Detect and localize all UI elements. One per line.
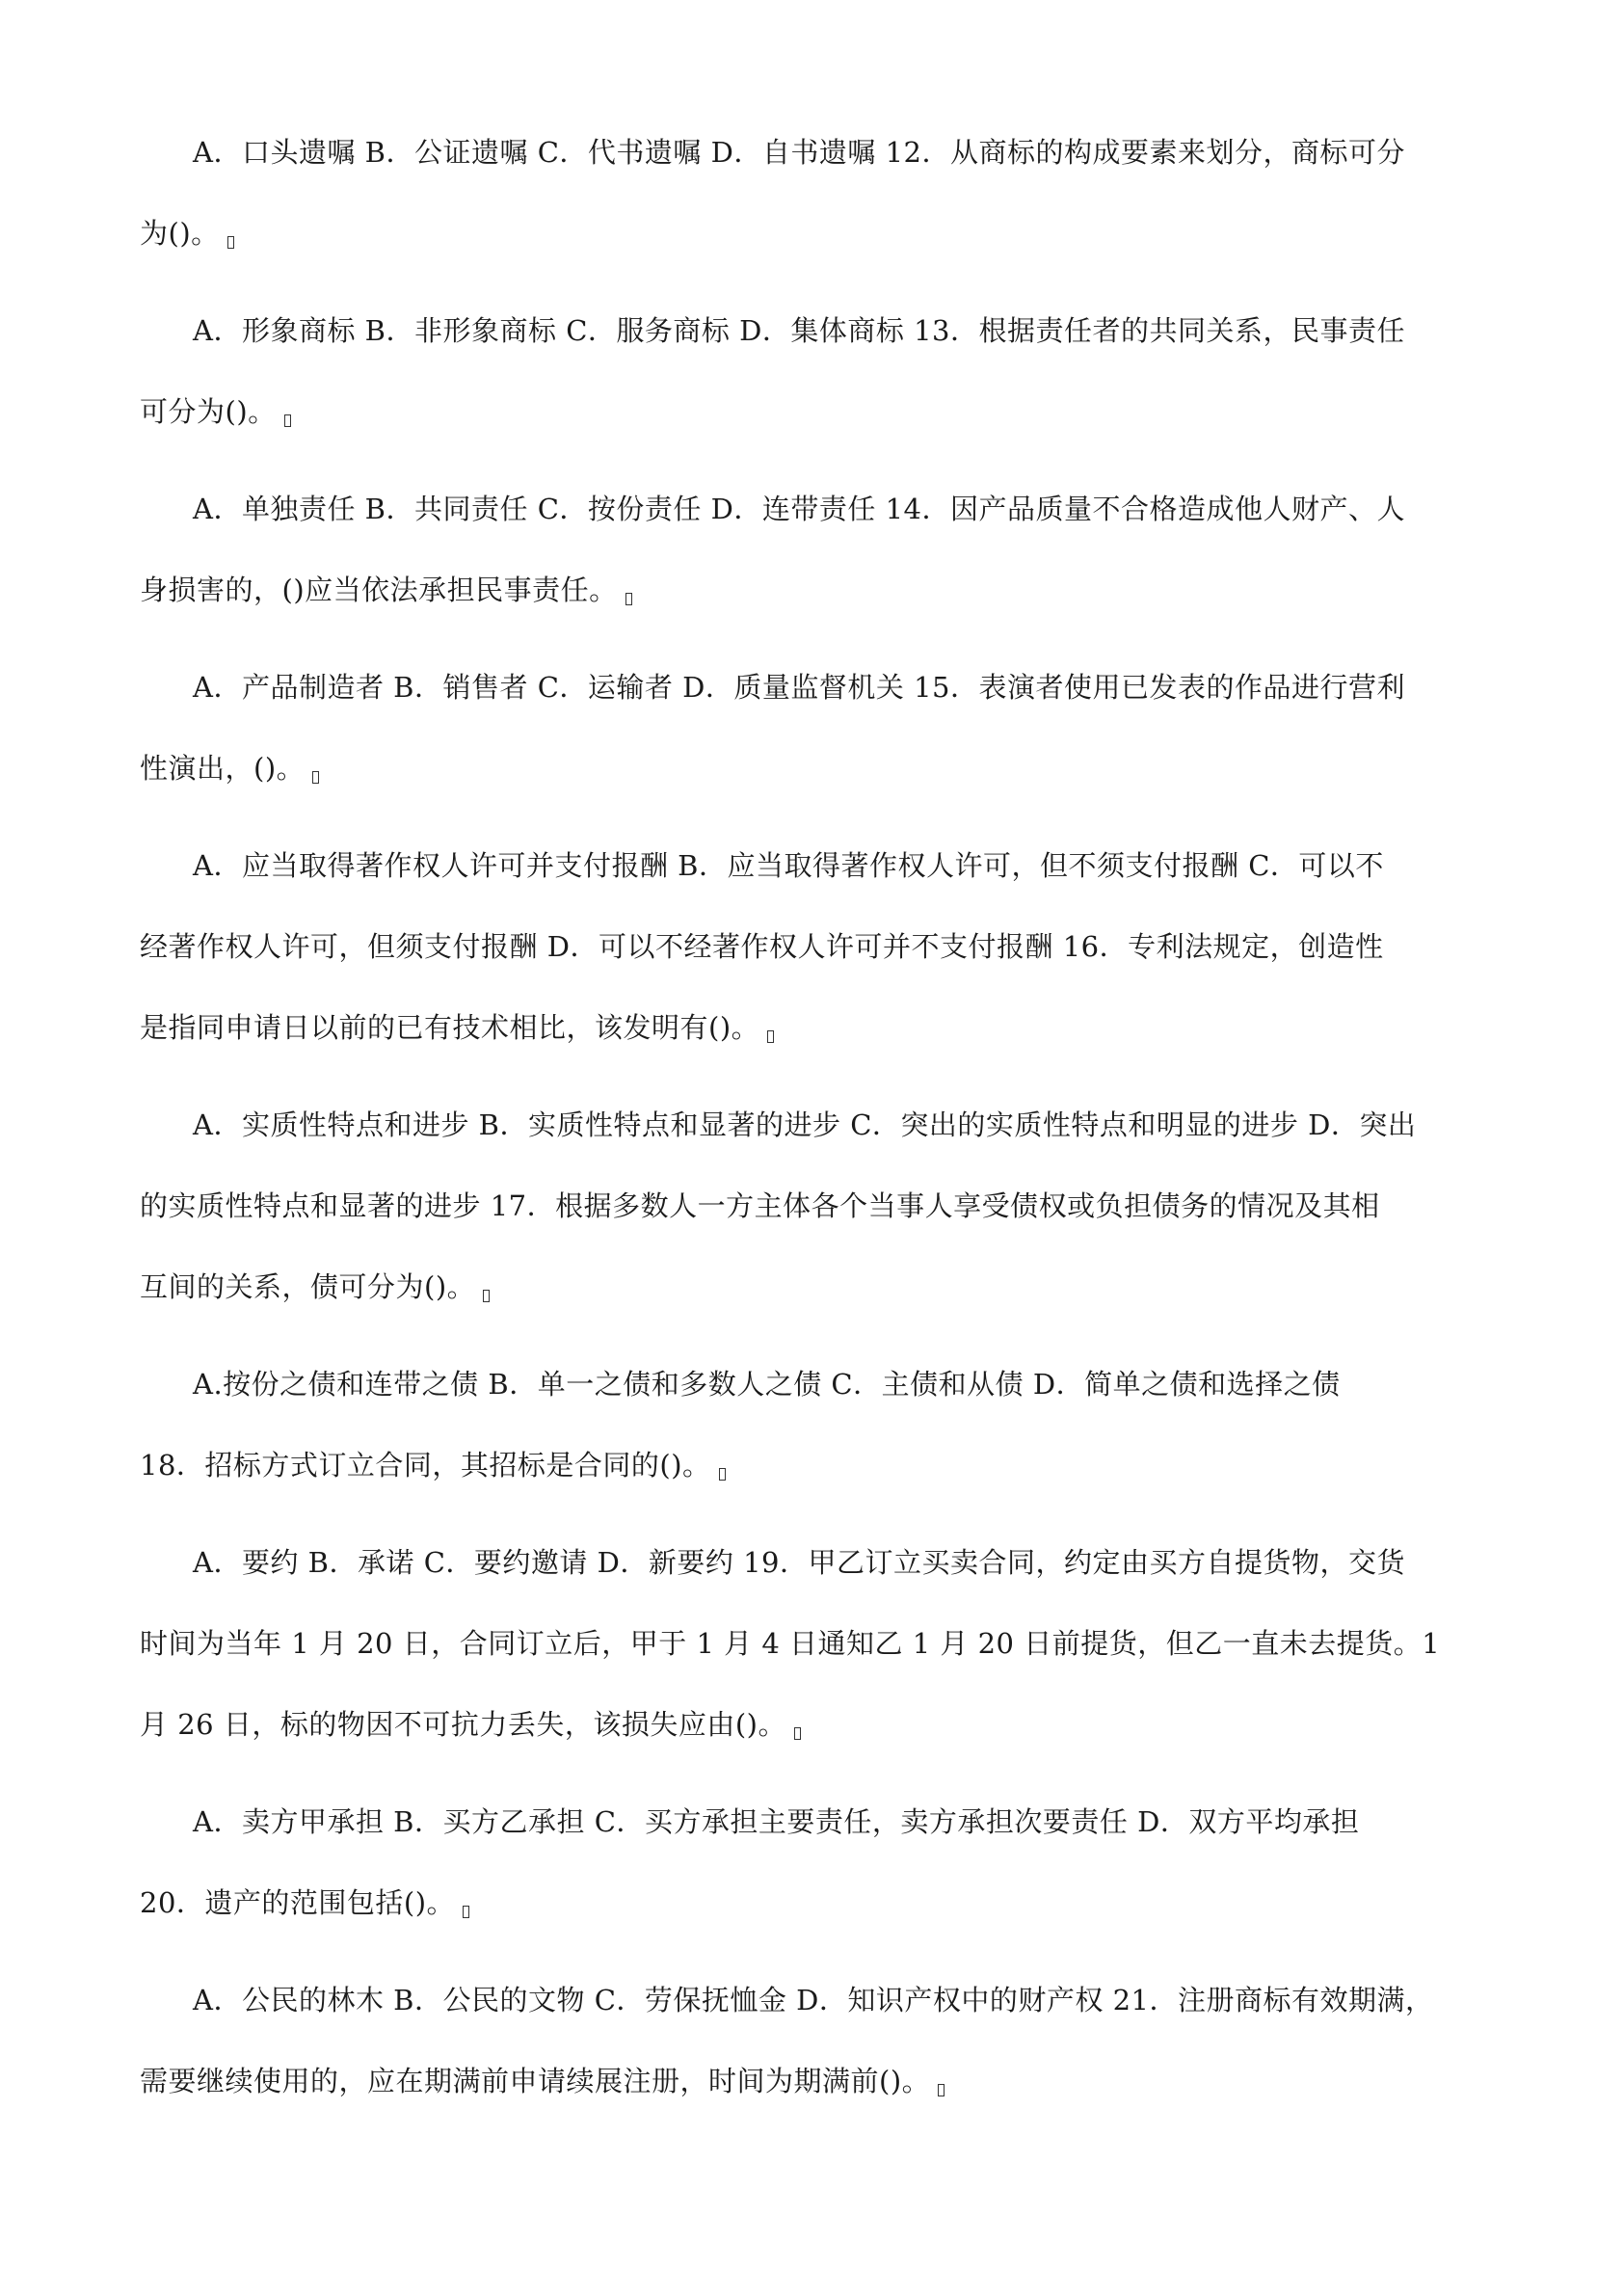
line-text: 身损害的，()应当依法承担民事责任。	[140, 574, 618, 606]
line-text: A．卖方甲承担 B．买方乙承担 C．买方承担主要责任，卖方承担次要责任 D．双方平均承担	[193, 1805, 1360, 1838]
missing-glyph-icon	[284, 414, 291, 427]
line-text: 18．招标方式订立合同，其招标是合同的()。	[140, 1449, 711, 1482]
line-text: 可分为()。	[140, 395, 277, 428]
line-text: 是指同申请日以前的已有技术相比，该发明有()。	[140, 1011, 760, 1044]
line-text: 时间为当年 1 月 20 日，合同订立后，甲于 1 月 4 日通知乙 1 月 20 日前提货，但乙一直未去提货。1	[140, 1627, 1441, 1660]
text-line	[140, 1008, 1508, 1047]
line-text: A．产品制造者 B．销售者 C．运输者 D．质量监督机关 15．表演者使用已发表的作品进行营利	[193, 671, 1405, 704]
line-text: 为()。	[140, 217, 220, 250]
line-text: 性演出，()。	[140, 752, 306, 785]
text-line	[193, 668, 1561, 707]
missing-glyph-icon	[719, 1468, 726, 1481]
missing-glyph-icon	[227, 236, 234, 249]
line-text: A．要约 B．承诺 C．要约邀请 D．新要约 19．甲乙订立买卖合同，约定由买方自提货物，交货	[193, 1546, 1405, 1579]
text-line	[140, 1446, 1508, 1484]
text-line	[193, 1802, 1561, 1841]
missing-glyph-icon	[483, 1290, 490, 1302]
line-text: A．形象商标 B．非形象商标 C．服务商标 D．集体商标 13．根据责任者的共同关系，民事责任	[193, 314, 1405, 347]
missing-glyph-icon	[312, 771, 319, 784]
missing-glyph-icon	[463, 1906, 469, 1918]
line-text: A．应当取得著作权人许可并支付报酬 B．应当取得著作权人许可，但不须支付报酬 C．可以不	[193, 849, 1384, 882]
text-line	[140, 1187, 1508, 1225]
missing-glyph-icon	[794, 1727, 801, 1740]
text-line	[193, 311, 1561, 350]
text-line	[193, 1981, 1561, 2019]
line-text: A．实质性特点和进步 B．实质性特点和显著的进步 C．突出的实质性特点和明显的进步 D．突出	[193, 1108, 1417, 1141]
text-line	[140, 927, 1508, 966]
text-line	[140, 392, 1508, 431]
line-text: 互间的关系，债可分为()。	[140, 1270, 476, 1303]
text-line	[193, 846, 1561, 885]
text-line	[193, 133, 1561, 172]
line-text: A．单独责任 B．共同责任 C．按份责任 D．连带责任 14．因产品质量不合格造成他人财产、人	[193, 493, 1405, 525]
line-text: 需要继续使用的，应在期满前申请续展注册，时间为期满前()。	[140, 2065, 931, 2097]
text-line	[193, 1543, 1561, 1582]
text-line	[193, 1365, 1561, 1403]
line-text: 经著作权人许可，但须支付报酬 D．可以不经著作权人许可并不支付报酬 16．专利法规定，创造性	[140, 930, 1384, 963]
text-line	[140, 749, 1508, 788]
missing-glyph-icon	[938, 2084, 945, 2096]
line-text: 20．遗产的范围包括()。	[140, 1886, 456, 1919]
text-line	[140, 1624, 1508, 1663]
text-line	[140, 1883, 1508, 1922]
text-line	[193, 490, 1561, 528]
line-text: 的实质性特点和显著的进步 17．根据多数人一方主体各个当事人享受债权或负担债务的情况及其相	[140, 1189, 1380, 1222]
text-line	[140, 2062, 1508, 2100]
line-text: 月 26 日，标的物因不可抗力丢失，该损失应由()。	[140, 1708, 786, 1741]
missing-glyph-icon	[625, 593, 632, 605]
line-text: A．公民的林木 B．公民的文物 C．劳保抚恤金 D．知识产权中的财产权 21．注册商标有效期满，	[193, 1984, 1434, 2016]
line-text: A.按份之债和连带之债 B．单一之债和多数人之债 C．主债和从债 D．简单之债和选择之债	[193, 1368, 1341, 1401]
text-line	[140, 1268, 1508, 1306]
text-line	[193, 1106, 1561, 1144]
missing-glyph-icon	[767, 1030, 774, 1043]
line-text: A．口头遗嘱 B．公证遗嘱 C．代书遗嘱 D．自书遗嘱 12．从商标的构成要素来划分，商标可分	[193, 136, 1405, 169]
text-line	[140, 1705, 1508, 1744]
text-line	[140, 571, 1508, 609]
text-line	[140, 214, 1508, 253]
